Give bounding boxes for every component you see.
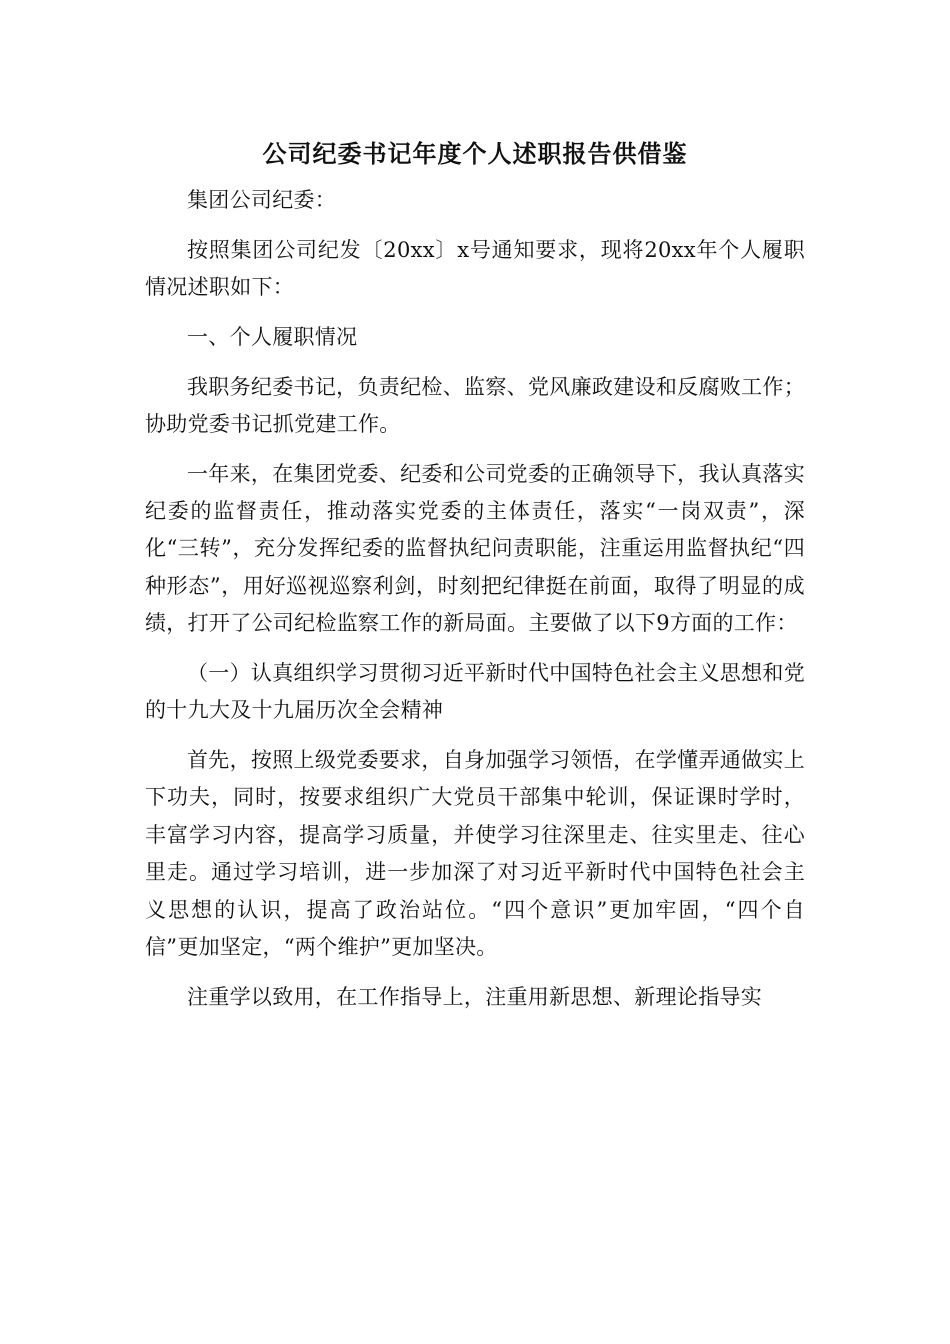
document-page xyxy=(145,0,805,1344)
paragraph-study: 首先，按照上级党委要求，自身加强学习领悟，在学懂弄通做实上下功夫，同时，按要求组织广大党员干部集中轮训，保证课时学时，丰富学习内容，提高学习质量，并使学习往深里走、往实里走、往心里走。通过学习培训，进一步加深了对习近平新时代中国特色社会主义思想的认识，提高了政治站位。“四个意识”更加牢固，“四个自信”更加坚定，“两个维护”更加坚决。 xyxy=(145,748,805,960)
paragraph-duties: 我职务纪委书记，负责纪检、监察、党风廉政建设和反腐败工作；协助党委书记抓党建工作。 xyxy=(145,374,805,436)
paragraph-intro: 按照集团公司纪发〔20xx〕x号通知要求，现将20xx年个人履职情况述职如下： xyxy=(145,237,805,300)
paragraph-overview: 一年来，在集团党委、纪委和公司党委的正确领导下，我认真落实纪委的监督责任，推动落实党委的主体责任，落实“一岗双责”，深化“三转”，充分发挥纪委的监督执纪问责职能，注重运用监督执纪“四种形态”，用好巡视巡察利剑，时刻把纪律挺在前面，取得了明显的成绩，打开了公司纪检监察工作的新局面。主要做了以下9方面的工作： xyxy=(145,461,805,636)
subsection-heading-1: （一）认真组织学习贯彻习近平新时代中国特色社会主义思想和党的十九大及十九届历次全会精神 xyxy=(145,660,805,723)
section-heading-1: 一、个人履职情况 xyxy=(187,324,358,349)
salutation: 集团公司纪委： xyxy=(187,188,337,212)
paragraph-application: 注重学以致用，在工作指导上，注重用新思想、新理论指导实 xyxy=(187,984,763,1009)
document-body xyxy=(145,182,805,1029)
document-title: 公司纪委书记年度个人述职报告供借鉴 xyxy=(262,139,688,168)
